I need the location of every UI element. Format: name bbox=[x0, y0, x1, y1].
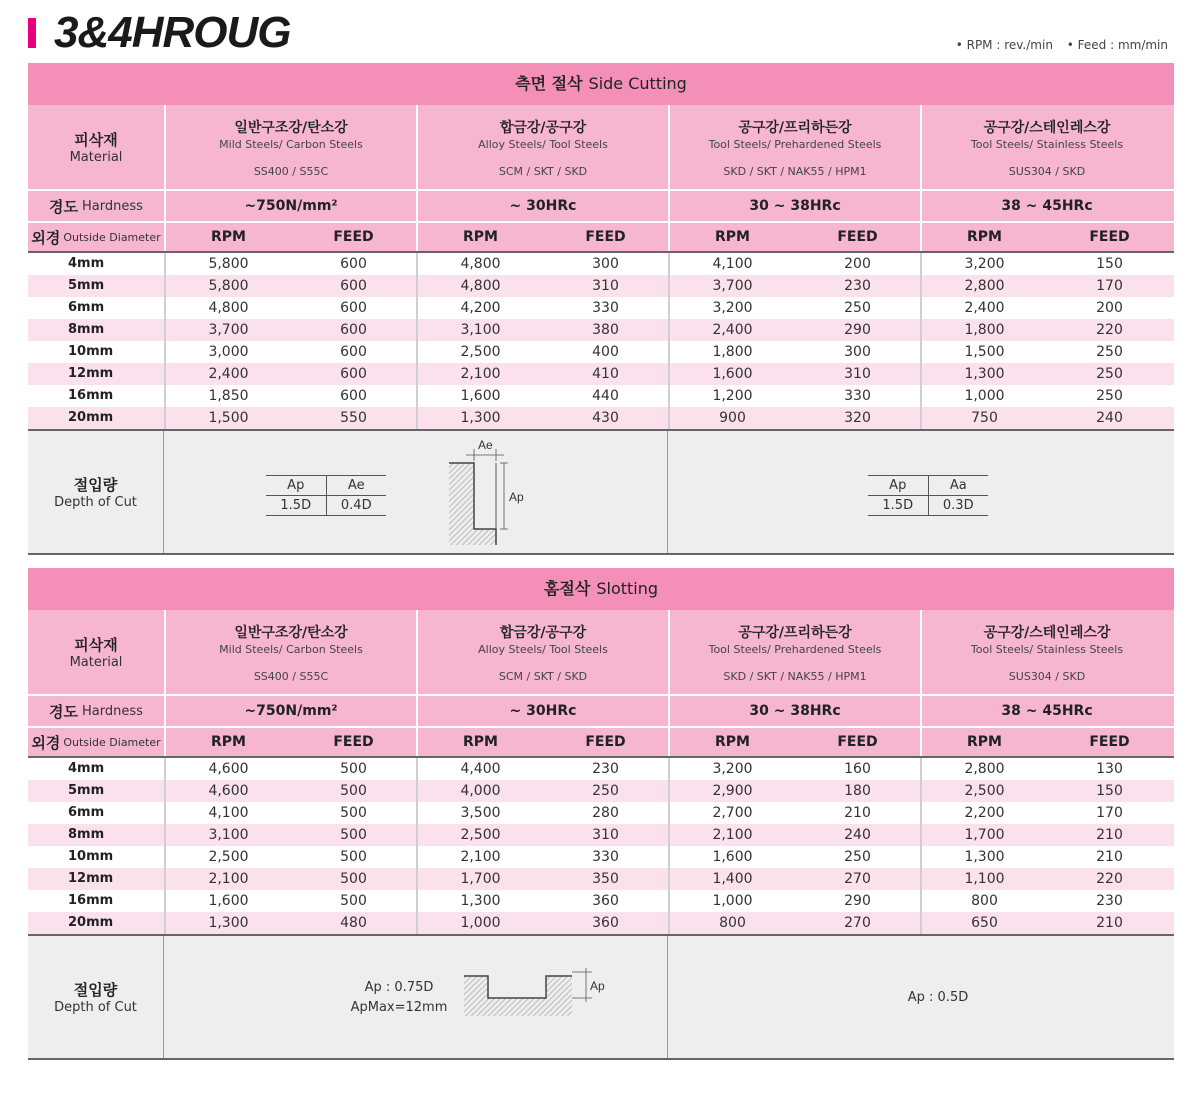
rpm-cell: 3,200 bbox=[964, 256, 1005, 272]
feed-cell: 360 bbox=[592, 893, 619, 909]
feed-cell: 500 bbox=[340, 761, 367, 777]
rpm-header: RPM bbox=[715, 229, 750, 245]
feed-cell: 600 bbox=[340, 278, 367, 294]
hardness-row bbox=[28, 696, 1174, 728]
feed-cell: 220 bbox=[1096, 322, 1123, 338]
depth-of-cut-left bbox=[164, 936, 668, 1058]
diameter-label: 외경 Outside Diameter bbox=[31, 733, 161, 752]
feed-cell: 200 bbox=[844, 256, 871, 272]
table-row bbox=[28, 846, 1174, 868]
rpm-cell: 1,300 bbox=[460, 893, 501, 909]
diagram-ae-label: Ae bbox=[478, 438, 493, 452]
rpm-cell: 3,200 bbox=[712, 761, 753, 777]
feed-cell: 200 bbox=[1096, 300, 1123, 316]
section-title-ko: 홈절삭 bbox=[543, 579, 591, 598]
rpm-cell: 650 bbox=[971, 915, 998, 931]
rpm-cell: 1,000 bbox=[964, 388, 1005, 404]
feed-header: FEED bbox=[585, 229, 626, 245]
hardness-label: 경도 Hardness bbox=[49, 197, 143, 216]
feed-cell: 220 bbox=[1096, 871, 1123, 887]
rpm-cell: 5,800 bbox=[208, 278, 249, 294]
slot-depth-note: Ap : 0.75D ApMax=12mm bbox=[350, 980, 448, 1015]
feed-cell: 300 bbox=[844, 344, 871, 360]
rpm-cell: 2,400 bbox=[208, 366, 249, 382]
rpm-cell: 1,000 bbox=[460, 915, 501, 931]
workpiece-shape bbox=[464, 976, 572, 1016]
depth-of-cut-row bbox=[28, 431, 1174, 555]
rpm-cell: 3,000 bbox=[208, 344, 249, 360]
hardness-row bbox=[28, 191, 1174, 223]
rpm-cell: 2,400 bbox=[964, 300, 1005, 316]
feed-header: FEED bbox=[1089, 229, 1130, 245]
page-header bbox=[0, 0, 1200, 60]
side-cut-diagram bbox=[434, 431, 554, 555]
rpm-header: RPM bbox=[715, 734, 750, 750]
feed-cell: 170 bbox=[1096, 278, 1123, 294]
title-accent-bar bbox=[28, 18, 36, 48]
depth-of-cut-label: 절입량 Depth of Cut bbox=[28, 936, 164, 1058]
rpm-cell: 2,100 bbox=[460, 366, 501, 382]
feed-cell: 270 bbox=[844, 871, 871, 887]
rpm-cell: 2,500 bbox=[460, 827, 501, 843]
feed-cell: 250 bbox=[1096, 388, 1123, 404]
material-group: 합금강/공구강 Alloy Steels/ Tool Steels SCM / SKT / SKD bbox=[416, 105, 668, 189]
rpm-cell: 1,300 bbox=[460, 410, 501, 426]
column-header-row bbox=[28, 223, 1174, 253]
diameter-cell: 20mm bbox=[68, 915, 114, 930]
diameter-cell: 12mm bbox=[68, 366, 114, 381]
table-row bbox=[28, 363, 1174, 385]
table-row bbox=[28, 780, 1174, 802]
feed-cell: 410 bbox=[592, 366, 619, 382]
rpm-unit: • RPM : rev./min bbox=[955, 38, 1053, 52]
rpm-cell: 1,700 bbox=[460, 871, 501, 887]
slotting-section bbox=[28, 568, 1174, 1060]
diameter-cell: 16mm bbox=[68, 893, 114, 908]
table-row bbox=[28, 824, 1174, 846]
hardness-value: 38 ~ 45HRc bbox=[920, 696, 1172, 726]
hardness-value: 38 ~ 45HRc bbox=[920, 191, 1172, 221]
hardness-value: ~750N/mm² bbox=[164, 696, 416, 726]
feed-cell: 330 bbox=[592, 300, 619, 316]
feed-cell: 180 bbox=[844, 783, 871, 799]
feed-cell: 600 bbox=[340, 388, 367, 404]
cut-param-table: Ap Ae 1.5D 0.4D bbox=[266, 475, 386, 516]
feed-cell: 230 bbox=[844, 278, 871, 294]
side-cutting-data bbox=[28, 253, 1174, 431]
diameter-cell: 12mm bbox=[68, 871, 114, 886]
material-group: 공구강/프리하든강 Tool Steels/ Prehardened Steels SKD / SKT / NAK55 / HPM1 bbox=[668, 610, 920, 694]
feed-cell: 270 bbox=[844, 915, 871, 931]
material-row bbox=[28, 610, 1174, 696]
rpm-cell: 1,600 bbox=[460, 388, 501, 404]
rpm-cell: 2,400 bbox=[712, 322, 753, 338]
feed-cell: 500 bbox=[340, 849, 367, 865]
feed-header: FEED bbox=[837, 734, 878, 750]
table-row bbox=[28, 253, 1174, 275]
rpm-cell: 5,800 bbox=[208, 256, 249, 272]
feed-header: FEED bbox=[333, 734, 374, 750]
rpm-cell: 800 bbox=[971, 893, 998, 909]
rpm-cell: 2,100 bbox=[712, 827, 753, 843]
rpm-cell: 4,800 bbox=[460, 278, 501, 294]
feed-cell: 310 bbox=[592, 278, 619, 294]
depth-of-cut-label: 절입량 Depth of Cut bbox=[28, 431, 164, 553]
rpm-cell: 4,800 bbox=[208, 300, 249, 316]
depth-of-cut-left bbox=[164, 431, 668, 553]
rpm-header: RPM bbox=[967, 229, 1002, 245]
hardness-value: ~750N/mm² bbox=[164, 191, 416, 221]
feed-cell: 330 bbox=[844, 388, 871, 404]
feed-cell: 480 bbox=[340, 915, 367, 931]
hardness-value: ~ 30HRc bbox=[416, 696, 668, 726]
material-group: 일반구조강/탄소강 Mild Steels/ Carbon Steels SS400 / S55C bbox=[164, 610, 416, 694]
rpm-cell: 2,100 bbox=[460, 849, 501, 865]
cut-param-table: Ap Aa 1.5D 0.3D bbox=[868, 475, 988, 516]
rpm-cell: 3,100 bbox=[208, 827, 249, 843]
diameter-cell: 10mm bbox=[68, 344, 114, 359]
table-row bbox=[28, 802, 1174, 824]
feed-cell: 170 bbox=[1096, 805, 1123, 821]
feed-cell: 250 bbox=[592, 783, 619, 799]
feed-cell: 230 bbox=[1096, 893, 1123, 909]
feed-cell: 250 bbox=[1096, 344, 1123, 360]
depth-of-cut-right bbox=[668, 431, 1174, 553]
rpm-cell: 1,500 bbox=[964, 344, 1005, 360]
rpm-cell: 3,200 bbox=[712, 300, 753, 316]
rpm-header: RPM bbox=[211, 734, 246, 750]
rpm-header: RPM bbox=[463, 734, 498, 750]
table-row bbox=[28, 407, 1174, 429]
feed-header: FEED bbox=[333, 229, 374, 245]
rpm-cell: 1,300 bbox=[964, 849, 1005, 865]
diameter-cell: 6mm bbox=[68, 300, 105, 315]
rpm-cell: 3,500 bbox=[460, 805, 501, 821]
units-legend bbox=[946, 38, 1168, 52]
feed-cell: 600 bbox=[340, 366, 367, 382]
rpm-cell: 4,200 bbox=[460, 300, 501, 316]
rpm-cell: 2,500 bbox=[964, 783, 1005, 799]
rpm-cell: 1,600 bbox=[712, 849, 753, 865]
feed-cell: 210 bbox=[844, 805, 871, 821]
table-row bbox=[28, 912, 1174, 934]
feed-cell: 500 bbox=[340, 827, 367, 843]
feed-cell: 310 bbox=[592, 827, 619, 843]
feed-cell: 240 bbox=[1096, 410, 1123, 426]
feed-cell: 130 bbox=[1096, 761, 1123, 777]
rpm-cell: 4,100 bbox=[712, 256, 753, 272]
rpm-cell: 3,100 bbox=[460, 322, 501, 338]
rpm-cell: 1,500 bbox=[208, 410, 249, 426]
feed-cell: 500 bbox=[340, 783, 367, 799]
hardness-value: ~ 30HRc bbox=[416, 191, 668, 221]
rpm-cell: 1,700 bbox=[964, 827, 1005, 843]
rpm-cell: 1,300 bbox=[208, 915, 249, 931]
slotting-data bbox=[28, 758, 1174, 936]
diameter-cell: 4mm bbox=[68, 256, 105, 271]
diameter-label: 외경 Outside Diameter bbox=[31, 228, 161, 247]
diagram-ap-label: Ap bbox=[590, 979, 605, 993]
rpm-cell: 4,000 bbox=[460, 783, 501, 799]
feed-cell: 150 bbox=[1096, 256, 1123, 272]
material-group: 공구강/스테인레스강 Tool Steels/ Stainless Steels SUS304 / SKD bbox=[920, 105, 1172, 189]
rpm-cell: 1,800 bbox=[964, 322, 1005, 338]
material-group: 일반구조강/탄소강 Mild Steels/ Carbon Steels SS400 / S55C bbox=[164, 105, 416, 189]
feed-cell: 350 bbox=[592, 871, 619, 887]
rpm-cell: 1,800 bbox=[712, 344, 753, 360]
diameter-cell: 6mm bbox=[68, 805, 105, 820]
rpm-cell: 2,900 bbox=[712, 783, 753, 799]
feed-header: FEED bbox=[837, 229, 878, 245]
feed-cell: 380 bbox=[592, 322, 619, 338]
side-cutting-section bbox=[28, 63, 1174, 555]
section-title-ko: 측면 절삭 bbox=[515, 74, 583, 93]
depth-of-cut-row bbox=[28, 936, 1174, 1060]
material-label: 피삭재 Material bbox=[69, 636, 123, 670]
table-row bbox=[28, 758, 1174, 780]
rpm-cell: 2,100 bbox=[208, 871, 249, 887]
table-row bbox=[28, 297, 1174, 319]
feed-cell: 250 bbox=[1096, 366, 1123, 382]
feed-cell: 290 bbox=[844, 322, 871, 338]
feed-cell: 430 bbox=[592, 410, 619, 426]
rpm-cell: 1,400 bbox=[712, 871, 753, 887]
diameter-cell: 5mm bbox=[68, 278, 105, 293]
feed-cell: 600 bbox=[340, 256, 367, 272]
feed-header: FEED bbox=[585, 734, 626, 750]
rpm-header: RPM bbox=[967, 734, 1002, 750]
diameter-cell: 20mm bbox=[68, 410, 114, 425]
feed-header: FEED bbox=[1089, 734, 1130, 750]
table-row bbox=[28, 341, 1174, 363]
feed-cell: 550 bbox=[340, 410, 367, 426]
table-row bbox=[28, 275, 1174, 297]
workpiece-shape bbox=[449, 463, 496, 545]
material-group: 공구강/스테인레스강 Tool Steels/ Stainless Steels SUS304 / SKD bbox=[920, 610, 1172, 694]
diagram-ap-label: Ap bbox=[509, 490, 524, 504]
rpm-cell: 2,800 bbox=[964, 278, 1005, 294]
table-row bbox=[28, 319, 1174, 341]
feed-cell: 360 bbox=[592, 915, 619, 931]
rpm-cell: 1,850 bbox=[208, 388, 249, 404]
material-row bbox=[28, 105, 1174, 191]
feed-cell: 280 bbox=[592, 805, 619, 821]
material-label: 피삭재 Material bbox=[69, 131, 123, 165]
rpm-cell: 900 bbox=[719, 410, 746, 426]
table-row bbox=[28, 890, 1174, 912]
feed-cell: 500 bbox=[340, 893, 367, 909]
rpm-cell: 3,700 bbox=[712, 278, 753, 294]
rpm-cell: 2,200 bbox=[964, 805, 1005, 821]
hardness-value: 30 ~ 38HRc bbox=[668, 191, 920, 221]
feed-cell: 320 bbox=[844, 410, 871, 426]
rpm-cell: 750 bbox=[971, 410, 998, 426]
feed-cell: 290 bbox=[844, 893, 871, 909]
rpm-cell: 2,500 bbox=[208, 849, 249, 865]
feed-cell: 500 bbox=[340, 805, 367, 821]
section-title bbox=[28, 63, 1174, 105]
section-title-en: Side Cutting bbox=[588, 74, 687, 93]
feed-cell: 210 bbox=[1096, 849, 1123, 865]
feed-cell: 300 bbox=[592, 256, 619, 272]
page-title: 3&4HROUG bbox=[54, 8, 291, 57]
feed-cell: 210 bbox=[1096, 915, 1123, 931]
feed-cell: 600 bbox=[340, 322, 367, 338]
feed-cell: 310 bbox=[844, 366, 871, 382]
rpm-cell: 4,800 bbox=[460, 256, 501, 272]
feed-cell: 600 bbox=[340, 344, 367, 360]
rpm-cell: 2,700 bbox=[712, 805, 753, 821]
diameter-cell: 10mm bbox=[68, 849, 114, 864]
rpm-header: RPM bbox=[463, 229, 498, 245]
feed-cell: 250 bbox=[844, 300, 871, 316]
rpm-cell: 4,400 bbox=[460, 761, 501, 777]
rpm-cell: 1,600 bbox=[712, 366, 753, 382]
feed-cell: 250 bbox=[844, 849, 871, 865]
rpm-cell: 4,600 bbox=[208, 783, 249, 799]
feed-cell: 330 bbox=[592, 849, 619, 865]
diameter-cell: 8mm bbox=[68, 322, 105, 337]
rpm-cell: 1,200 bbox=[712, 388, 753, 404]
feed-cell: 500 bbox=[340, 871, 367, 887]
slot-depth-note: Ap : 0.5D bbox=[907, 990, 969, 1005]
depth-of-cut-right bbox=[668, 936, 1174, 1058]
diameter-cell: 5mm bbox=[68, 783, 105, 798]
table-row bbox=[28, 868, 1174, 890]
rpm-cell: 2,500 bbox=[460, 344, 501, 360]
rpm-cell: 1,300 bbox=[964, 366, 1005, 382]
feed-unit: • Feed : mm/min bbox=[1066, 38, 1168, 52]
rpm-cell: 2,800 bbox=[964, 761, 1005, 777]
rpm-cell: 1,000 bbox=[712, 893, 753, 909]
rpm-cell: 4,100 bbox=[208, 805, 249, 821]
feed-cell: 210 bbox=[1096, 827, 1123, 843]
rpm-cell: 1,600 bbox=[208, 893, 249, 909]
diameter-cell: 8mm bbox=[68, 827, 105, 842]
diameter-cell: 16mm bbox=[68, 388, 114, 403]
feed-cell: 400 bbox=[592, 344, 619, 360]
feed-cell: 440 bbox=[592, 388, 619, 404]
material-group: 공구강/프리하든강 Tool Steels/ Prehardened Steels SKD / SKT / NAK55 / HPM1 bbox=[668, 105, 920, 189]
rpm-cell: 800 bbox=[719, 915, 746, 931]
feed-cell: 240 bbox=[844, 827, 871, 843]
feed-cell: 150 bbox=[1096, 783, 1123, 799]
rpm-cell: 1,100 bbox=[964, 871, 1005, 887]
feed-cell: 160 bbox=[844, 761, 871, 777]
table-row bbox=[28, 385, 1174, 407]
slot-diagram bbox=[460, 936, 620, 1060]
feed-cell: 230 bbox=[592, 761, 619, 777]
column-header-row bbox=[28, 728, 1174, 758]
rpm-cell: 3,700 bbox=[208, 322, 249, 338]
rpm-cell: 4,600 bbox=[208, 761, 249, 777]
section-title bbox=[28, 568, 1174, 610]
diameter-cell: 4mm bbox=[68, 761, 105, 776]
hardness-value: 30 ~ 38HRc bbox=[668, 696, 920, 726]
material-group: 합금강/공구강 Alloy Steels/ Tool Steels SCM / SKT / SKD bbox=[416, 610, 668, 694]
hardness-label: 경도 Hardness bbox=[49, 702, 143, 721]
feed-cell: 600 bbox=[340, 300, 367, 316]
section-title-en: Slotting bbox=[596, 579, 659, 598]
rpm-header: RPM bbox=[211, 229, 246, 245]
